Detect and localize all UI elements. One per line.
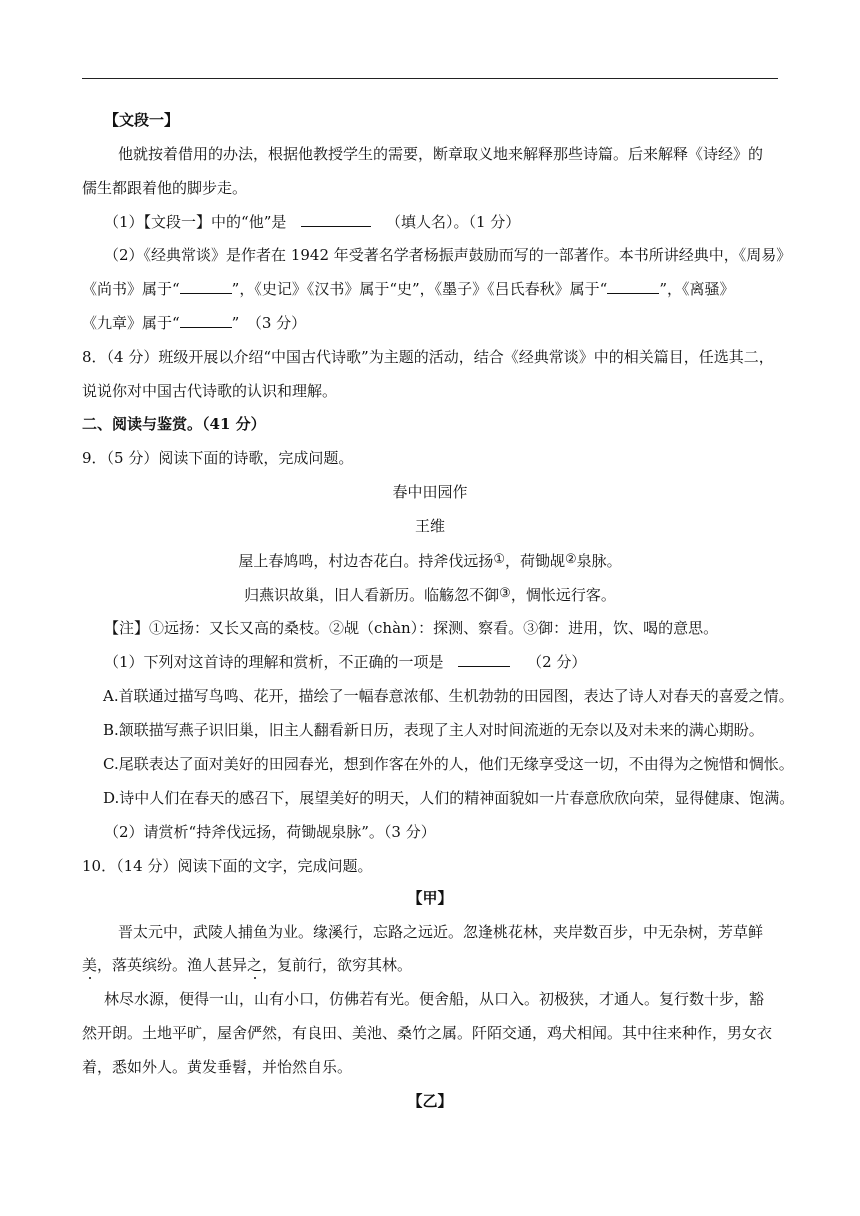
passage-jia-p1-line2-part-b: ，落英缤纷。渔人甚异 (97, 956, 248, 974)
section2-heading: 二、阅读与鉴赏。（41 分） (82, 415, 266, 433)
emphasis-zhi: 之 (247, 956, 263, 974)
passage-jia-p1-line2-part-d: ，复前行，欲穷其林。 (262, 956, 413, 974)
poem-verse-2 (82, 584, 778, 605)
q8-line1: 8．（4 分）班级开展以介绍“中国古代诗歌”为主题的活动，结合《经典常谈》中的相关篇目，任选其二， (82, 348, 774, 366)
q7-sub1-prompt: （1）【文段一】中的“他”是 (104, 213, 287, 231)
poem-author: 王维 (414, 517, 445, 535)
note-marker-1: ① (493, 552, 505, 567)
q9-option-b[interactable]: B.颔联描写燕子识旧巢，旧主人翻看新日历，表现了主人对时间流逝的无奈以及对未来的满心期盼。 (103, 721, 764, 739)
q7-sub2-line3-part-b: ” （3 分） (231, 314, 307, 332)
poem-verse-2-part-a: 归燕识故巢，旧人看新历。临觞忽不御 (244, 586, 500, 604)
poem-verse-1 (82, 550, 778, 571)
q7-sub2-line2-part-c: ”，《离骚》 (659, 280, 735, 298)
q7-sub2-line3-part-a: 《九章》属于“ (82, 314, 180, 332)
q9-option-c[interactable]: C.尾联表达了面对美好的田园春光，想到作客在外的人，他们无缘享受这一切，不由得为之惋惜和惆怅。 (103, 755, 794, 773)
q7-sub2-line1: （2）《经典常谈》是作者在 1942 年受著名学者杨振声鼓励而写的一部著作。本书所讲经典中，《周易》 (104, 246, 792, 264)
q9-sub2: （2）请赏析“持斧伐远扬，荷锄觇泉脉”。（3 分） (104, 823, 436, 841)
q9-intro: 9．（5 分）阅读下面的诗歌，完成问题。 (82, 449, 354, 467)
emphasis-mei: 美 (82, 956, 98, 974)
q7-sub1-answer-blank[interactable] (301, 212, 371, 227)
q9-sub1-prompt: （1）下列对这首诗的理解和赏析，不正确的一项是 (104, 653, 444, 671)
poem-title: 春中田园作 (392, 483, 468, 501)
wenduan1-para-line1: 他就按着借用的办法，根据他教授学生的需要，断章取义地来解释那些诗篇。后来解释《诗经》的 (118, 145, 764, 163)
q7-sub2-line2 (82, 279, 735, 299)
q9-option-a[interactable]: A.首联通过描写鸟鸣、花开，描绘了一幅春意浓郁、生机勃勃的田园图，表达了诗人对春天的喜爱之情。 (103, 687, 794, 705)
q8-line2: 说说你对中国古代诗歌的认识和理解。 (82, 382, 338, 400)
passage-jia-header: 【甲】 (407, 889, 453, 907)
poem-verse-2-part-b: ，惆怅远行客。 (510, 586, 616, 604)
q9-sub1-score: （2 分） (527, 653, 587, 671)
q7-sub2-blank-2[interactable] (607, 279, 659, 294)
poem-verse-1-part-c: 泉脉。 (576, 552, 622, 570)
wenduan1-para-line2: 儒生都跟着他的脚步走。 (82, 179, 248, 197)
poem-note: 【注】①远扬：又长又高的桑枝。②觇（chàn）：探测、察看。③御：进用，饮、喝的意思。 (104, 619, 719, 637)
passage-jia-p2-line3: 着，悉如外人。黄发垂髫，并怡然自乐。 (82, 1058, 353, 1076)
note-marker-2: ② (565, 552, 577, 567)
q9-option-d[interactable]: D.诗中人们在春天的感召下，展望美好的明天，人们的精神面貌如一片春意欣欣向荣，显得健康、饱满。 (103, 789, 795, 807)
passage-yi-header: 【乙】 (407, 1092, 453, 1110)
q7-sub2-line3 (82, 313, 306, 333)
passage-jia-p2-line2: 然开朗。土地平旷，屋舍俨然，有良田、美池、桑竹之属。阡陌交通，鸡犬相闻。其中往来种作，男女衣 (82, 1024, 773, 1042)
passage-jia-p1-line1: 晋太元中，武陵人捕鱼为业。缘溪行，忘路之远近。忽逢桃花林，夹岸数百步，中无杂树，芳草鲜 (118, 923, 764, 941)
q9-sub1-answer-blank[interactable] (458, 652, 510, 667)
q9-sub1 (104, 652, 586, 672)
poem-verse-1-part-a: 屋上春鸠鸣，村边杏花白。持斧伐远扬 (238, 552, 494, 570)
q7-sub2-line2-part-b: ”，《史记》《汉书》属于“史”，《墨子》《吕氏春秋》属于“ (231, 280, 608, 298)
passage-jia-p2-line1: 林尽水源，便得一山，山有小口，仿佛若有光。便舍船，从口入。初极狭，才通人。复行数十步，豁 (104, 990, 765, 1008)
q7-sub2-blank-3[interactable] (180, 313, 232, 328)
q7-sub2-line2-part-a: 《尚书》属于“ (82, 280, 180, 298)
q10-intro: 10．（14 分）阅读下面的文字，完成问题。 (82, 857, 373, 875)
poem-verse-1-part-b: ，荷锄觇 (504, 552, 565, 570)
q7-sub1 (104, 212, 520, 232)
q7-sub2-blank-1[interactable] (180, 279, 232, 294)
header-rule (82, 78, 778, 79)
note-marker-3: ③ (499, 586, 511, 601)
passage-jia-p1-line2 (82, 955, 412, 975)
wenduan1-header: 【文段一】 (104, 111, 180, 129)
q7-sub1-suffix: （填人名）。（1 分） (385, 213, 521, 231)
